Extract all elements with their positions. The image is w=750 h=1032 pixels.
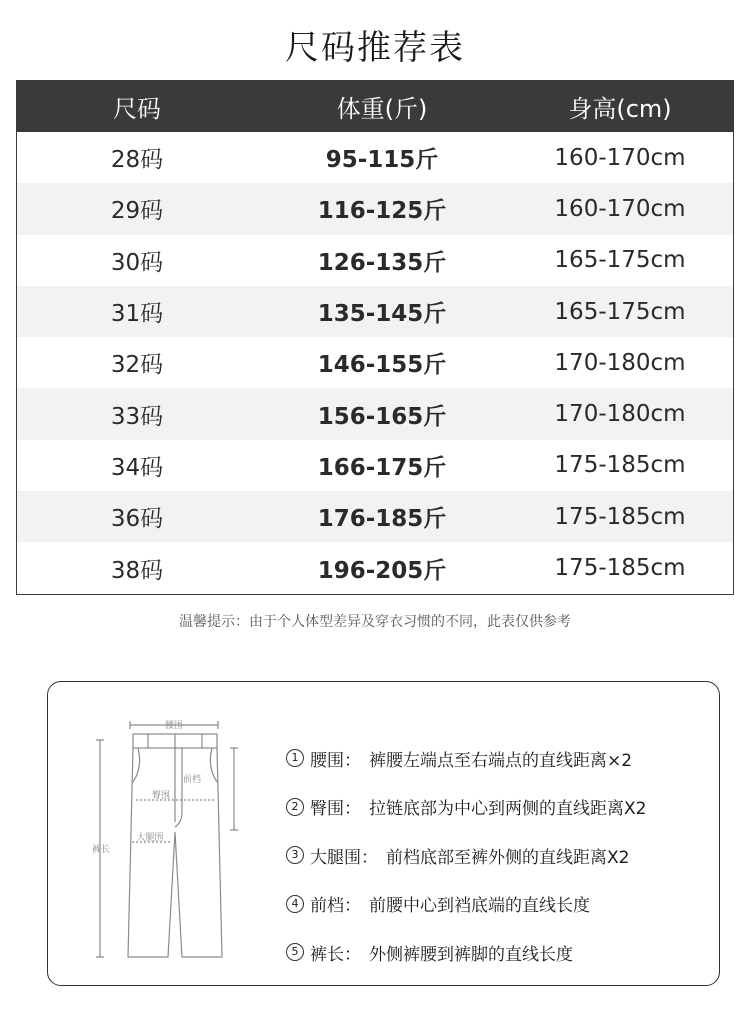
header-height: 身高(cm) [568, 95, 672, 123]
item-text: 裤腰左端点至右端点的直线距离×2 [369, 750, 633, 771]
table-header [17, 81, 733, 132]
table-row [17, 286, 733, 337]
thigh-label: 大腿围 [136, 833, 164, 843]
cell-size: 36码 [110, 506, 164, 533]
cell-height: 170-180cm [554, 401, 686, 428]
cell-height: 160-170cm [554, 195, 686, 222]
table-row [17, 337, 733, 388]
cell-weight: 196-205斤 [317, 557, 447, 584]
list-item [286, 831, 646, 880]
item-number: 3 [286, 846, 304, 864]
cell-height: 175-185cm [554, 452, 686, 479]
table-row [17, 491, 733, 542]
item-label: 大腿围： [310, 847, 378, 868]
cell-weight: 135-145斤 [317, 301, 447, 328]
cell-weight: 166-175斤 [317, 454, 447, 481]
cell-height: 170-180cm [554, 349, 686, 376]
cell-height: 160-170cm [554, 144, 686, 171]
item-label: 腰围： [310, 750, 361, 771]
item-label: 臀围： [310, 799, 361, 820]
waist-label: 腰围 [164, 721, 184, 731]
item-text: 前腰中心到裆底端的直线长度 [369, 896, 590, 917]
header-size: 尺码 [113, 95, 161, 123]
rise-label: 前档 [182, 775, 202, 785]
cell-weight: 116-125斤 [317, 198, 447, 225]
table-row [17, 235, 733, 286]
item-label: 裤长： [310, 944, 361, 965]
cell-weight: 156-165斤 [317, 403, 447, 430]
cell-weight: 176-185斤 [317, 506, 447, 533]
page-title: 尺码推荐表 [285, 28, 465, 68]
cell-height: 175-185cm [554, 555, 686, 582]
item-number: 5 [286, 943, 304, 961]
size-tip: 温馨提示：由于个人体型差异及穿衣习惯的不同，此表仅供参考 [179, 614, 571, 630]
cell-height: 165-175cm [554, 298, 686, 325]
measurement-guide [47, 681, 720, 986]
cell-size: 33码 [110, 403, 164, 430]
list-item [286, 928, 646, 977]
measurement-list [286, 734, 646, 977]
cell-size: 34码 [110, 454, 164, 481]
table-row [17, 440, 733, 491]
cell-height: 175-185cm [554, 503, 686, 530]
list-item [286, 880, 646, 929]
item-text: 前档底部至裤外侧的直线距离X2 [386, 847, 630, 868]
table-body [17, 132, 733, 594]
table-row [17, 388, 733, 439]
item-text: 拉链底部为中心到两侧的直线距离X2 [369, 799, 647, 820]
cell-weight: 126-135斤 [317, 249, 447, 276]
cell-weight: 95-115斤 [325, 147, 439, 174]
cell-size: 32码 [110, 352, 164, 379]
size-table [16, 80, 734, 595]
header-weight: 体重(斤) [336, 95, 428, 123]
item-label: 前档： [310, 896, 361, 917]
item-number: 4 [286, 895, 304, 913]
length-label: 裤长 [92, 845, 111, 855]
cell-height: 165-175cm [554, 247, 686, 274]
table-row [17, 132, 733, 183]
cell-size: 28码 [110, 147, 164, 174]
cell-size: 30码 [110, 249, 164, 276]
list-item [286, 783, 646, 832]
hip-label: 臀围 [151, 791, 171, 801]
cell-weight: 146-155斤 [317, 352, 447, 379]
item-text: 外侧裤腰到裤脚的直线长度 [369, 944, 573, 965]
table-row [17, 183, 733, 234]
cell-size: 29码 [110, 198, 164, 225]
item-number: 1 [286, 749, 304, 767]
list-item [286, 734, 646, 783]
table-row [17, 542, 733, 593]
cell-size: 31码 [110, 301, 164, 328]
cell-size: 38码 [110, 557, 164, 584]
pants-diagram [88, 712, 278, 962]
item-number: 2 [286, 798, 304, 816]
